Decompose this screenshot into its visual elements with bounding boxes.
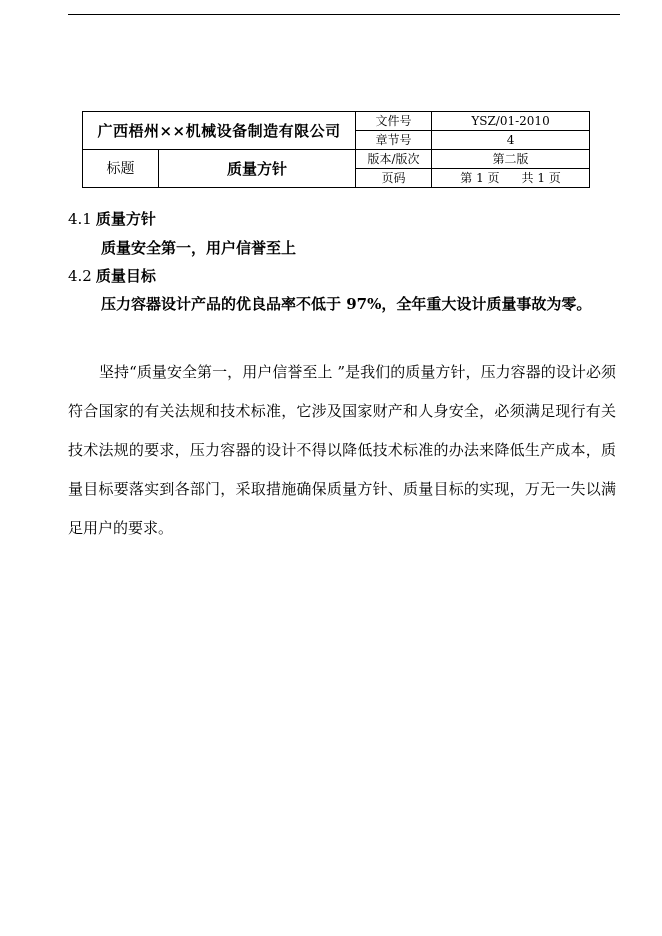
page-current: 第 1 页 [460,171,500,185]
chapter-value: 4 [432,131,590,150]
body-paragraph: 坚持“质量安全第一，用户信誉至上 ”是我们的质量方针，压力容器的设计必须符合国家的有关法规和技术标准，它涉及国家财产和人身安全，必须满足现行有关技术法规的要求，压力容器的设计不得以降低技术标准的办法来降低生产成本，质量目标要落实到各部门，采取措施确保质量方针、质量目标的实现，万无一失以满足用户的要求。 [68,363,616,537]
header-rule [68,14,620,15]
page-total: 共 1 页 [521,171,561,185]
version-label: 版本/版次 [356,150,432,169]
section-heading: 质量目标 [95,267,156,285]
company-name: 广西梧州××机械设备制造有限公司 [83,112,356,150]
title-label: 标题 [83,150,159,188]
version-value: 第二版 [432,150,590,169]
file-no-label: 文件号 [356,112,432,131]
section-number: 4.1 [68,210,92,228]
chapter-label: 章节号 [356,131,432,150]
file-no-value: YSZ/01-2010 [432,112,590,131]
document-title: 质量方针 [159,150,356,188]
section-number: 4.2 [68,267,92,285]
section-4-1-heading [68,209,156,229]
quality-policy-text: 质量安全第一，用户信誉至上 [101,239,297,257]
section-heading: 质量方针 [95,210,156,228]
section-4-2-heading [68,266,156,286]
page-number-cell [432,169,590,188]
quality-objective-text: 压力容器设计产品的优良品率不低于 97%，全年重大设计质量事故为零。 [101,295,592,313]
page-label: 页码 [356,169,432,188]
document-header-table [82,111,590,188]
